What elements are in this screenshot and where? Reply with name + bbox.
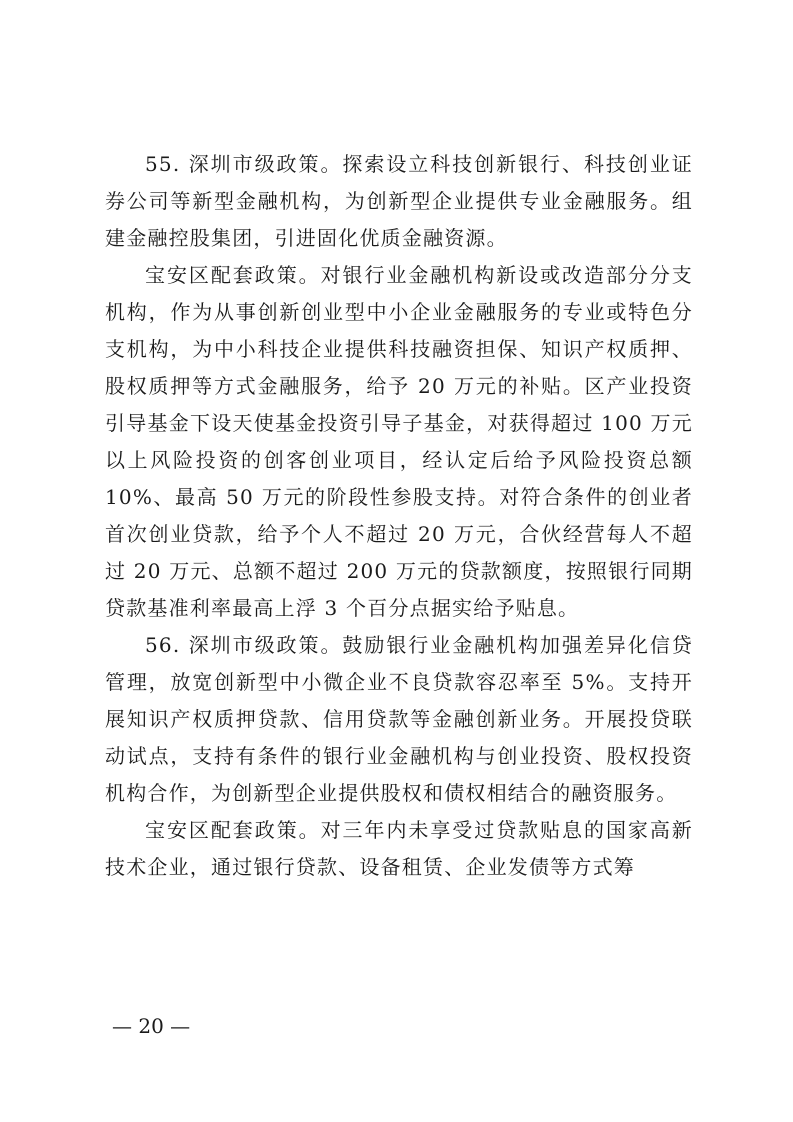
body-text [105, 146, 693, 886]
paragraph-56-baoan-policy: 宝安区配套政策。对三年内未享受过贷款贴息的国家高新技术企业，通过银行贷款、设备租赁、企业发债等方式筹 [105, 818, 693, 879]
paragraph-55-city-policy: 55. 深圳市级政策。探索设立科技创新银行、科技创业证券公司等新型金融机构，为创新型企业提供专业金融服务。组建金融控股集团，引进固化优质金融资源。 [105, 152, 693, 250]
paragraph-55-baoan-policy: 宝安区配套政策。对银行业金融机构新设或改造部分分支机构，作为从事创新创业型中小企业金融服务的专业或特色分支机构，为中小科技企业提供科技融资担保、知识产权质押、股权质押等方式金融服务，给予 20 万元的补贴。区产业投资引导基金下设天使基金投资引导子基金，对获得超过 100 万元以上风险投资的创客创业项目，经认定后给予风险投资总额 10%、最高 50 万元的阶段性参股支持。对符合条件的创业者首次创业贷款，给予个人不超过 20 万元，合伙经营每人不超过 20 万元、总额不超过 200 万元的贷款额度，按照银行同期贷款基准利率最高上浮 3 个百分点据实给予贴息。 [105, 263, 693, 620]
paragraph-56-city-policy: 56. 深圳市级政策。鼓励银行业金融机构加强差异化信贷管理，放宽创新型中小微企业不良贷款容忍率至 5%。支持开展知识产权质押贷款、信用贷款等金融创新业务。开展投贷联动试点，支持有条件的银行业金融机构与创业投资、股权投资机构合作，为创新型企业提供股权和债权相结合的融资服务。 [105, 633, 693, 805]
page-number: — 20 — [112, 1014, 191, 1038]
